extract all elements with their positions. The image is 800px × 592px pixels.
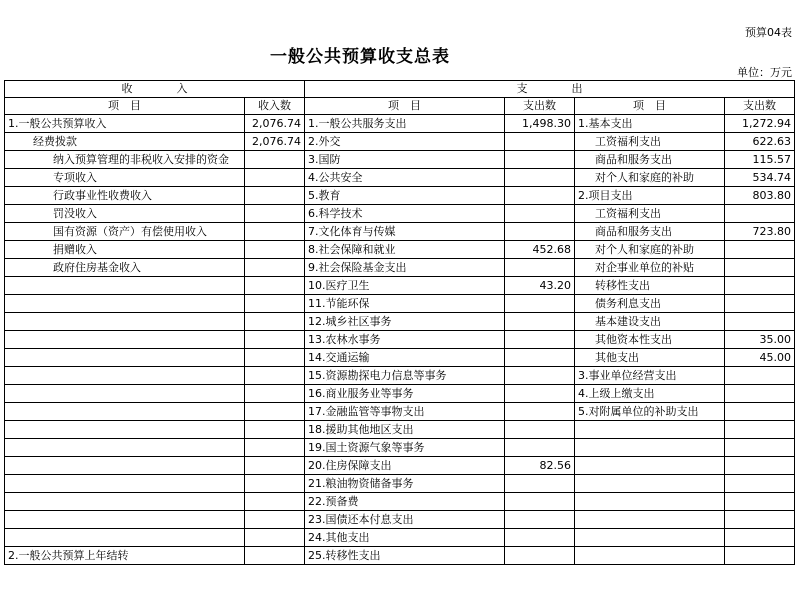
expense-item-cell: 11.节能环保 — [305, 295, 505, 313]
income-amount-cell — [245, 241, 305, 259]
income-amount-cell — [245, 331, 305, 349]
table-row — [5, 529, 795, 547]
econ-item-cell — [575, 475, 725, 493]
econ-amount-cell: 723.80 — [725, 223, 795, 241]
expense-amount-cell: 1,498.30 — [505, 115, 575, 133]
table-row — [5, 241, 795, 259]
income-item-cell: 1.一般公共预算收入 — [5, 115, 245, 133]
expense-amount-cell — [505, 349, 575, 367]
income-amount-cell — [245, 385, 305, 403]
econ-item-cell: 工资福利支出 — [575, 205, 725, 223]
income-item-cell — [5, 493, 245, 511]
expense-amount-cell — [505, 529, 575, 547]
econ-amount-cell — [725, 313, 795, 331]
income-amount-cell — [245, 367, 305, 385]
income-amount-cell — [245, 277, 305, 295]
expense-item-cell: 4.公共安全 — [305, 169, 505, 187]
expense-amount-cell — [505, 385, 575, 403]
income-amount-cell: 2,076.74 — [245, 133, 305, 151]
econ-amount-cell: 45.00 — [725, 349, 795, 367]
econ-amount-cell — [725, 367, 795, 385]
income-amount-cell — [245, 259, 305, 277]
expense-amount-cell — [505, 421, 575, 439]
expense-item-cell: 7.文化体育与传媒 — [305, 223, 505, 241]
econ-item-cell: 对个人和家庭的补助 — [575, 241, 725, 259]
econ-amount-cell — [725, 241, 795, 259]
expense-item-cell: 21.粮油物资储备事务 — [305, 475, 505, 493]
econ-item-cell — [575, 529, 725, 547]
table-row — [5, 205, 795, 223]
econ-amount-cell — [725, 421, 795, 439]
econ-item-cell: 商品和服务支出 — [575, 151, 725, 169]
expense-item-cell: 2.外交 — [305, 133, 505, 151]
income-item-cell — [5, 277, 245, 295]
econ-amount-header: 支出数 — [725, 98, 795, 115]
income-amount-cell — [245, 169, 305, 187]
expense-amount-cell: 82.56 — [505, 457, 575, 475]
econ-item-cell: 5.对附属单位的补助支出 — [575, 403, 725, 421]
income-item-cell — [5, 403, 245, 421]
econ-item-cell: 债务利息支出 — [575, 295, 725, 313]
expense-item-cell: 19.国土资源气象等事务 — [305, 439, 505, 457]
econ-item-cell: 工资福利支出 — [575, 133, 725, 151]
expense-group-header: 支 出 — [305, 81, 795, 98]
econ-amount-cell: 534.74 — [725, 169, 795, 187]
table-row — [5, 475, 795, 493]
expense-amount-cell — [505, 439, 575, 457]
income-amount-cell — [245, 295, 305, 313]
expense-item-cell: 22.预备费 — [305, 493, 505, 511]
income-item-cell — [5, 367, 245, 385]
expense-amount-cell: 43.20 — [505, 277, 575, 295]
econ-item-cell: 对企事业单位的补贴 — [575, 259, 725, 277]
econ-item-cell: 其他支出 — [575, 349, 725, 367]
table-row — [5, 295, 795, 313]
income-item-cell — [5, 511, 245, 529]
table-row — [5, 493, 795, 511]
expense-item-cell: 18.援助其他地区支出 — [305, 421, 505, 439]
table-row — [5, 385, 795, 403]
table-row — [5, 403, 795, 421]
econ-item-cell: 4.上级上缴支出 — [575, 385, 725, 403]
expense-amount-cell — [505, 169, 575, 187]
table-row — [5, 367, 795, 385]
expense-amount-cell — [505, 331, 575, 349]
income-amount-cell — [245, 529, 305, 547]
expense-amount-cell — [505, 151, 575, 169]
income-item-cell: 2.一般公共预算上年结转 — [5, 547, 245, 565]
income-item-cell: 捐赠收入 — [5, 241, 245, 259]
income-amount-cell — [245, 349, 305, 367]
income-amount-cell — [245, 205, 305, 223]
expense-amount-cell — [505, 367, 575, 385]
income-item-cell — [5, 421, 245, 439]
expense-item-cell: 15.资源勘探电力信息等事务 — [305, 367, 505, 385]
table-row — [5, 151, 795, 169]
income-item-cell: 罚没收入 — [5, 205, 245, 223]
income-item-cell: 纳入预算管理的非税收入安排的资金 — [5, 151, 245, 169]
income-amount-cell — [245, 421, 305, 439]
expense-item-cell: 14.交通运输 — [305, 349, 505, 367]
form-code: 预算04表 — [745, 26, 792, 39]
econ-item-cell — [575, 547, 725, 565]
econ-item-cell — [575, 457, 725, 475]
expense-amount-cell — [505, 403, 575, 421]
income-item-cell — [5, 475, 245, 493]
income-item-cell — [5, 529, 245, 547]
income-item-cell: 国有资源（资产）有偿使用收入 — [5, 223, 245, 241]
econ-item-cell: 对个人和家庭的补助 — [575, 169, 725, 187]
income-amount-cell — [245, 511, 305, 529]
table-row — [5, 439, 795, 457]
table-row — [5, 277, 795, 295]
expense-amount-cell — [505, 259, 575, 277]
expense-item-cell: 16.商业服务业等事务 — [305, 385, 505, 403]
income-item-cell — [5, 457, 245, 475]
econ-item-cell — [575, 439, 725, 457]
table-row — [5, 115, 795, 133]
income-amount-header: 收入数 — [245, 98, 305, 115]
econ-amount-cell: 35.00 — [725, 331, 795, 349]
expense-amount-cell — [505, 187, 575, 205]
table-row — [5, 169, 795, 187]
table-row — [5, 547, 795, 565]
table-row — [5, 133, 795, 151]
table-row — [5, 457, 795, 475]
income-amount-cell — [245, 187, 305, 205]
expense-item-cell: 24.其他支出 — [305, 529, 505, 547]
income-item-cell — [5, 439, 245, 457]
income-amount-cell: 2,076.74 — [245, 115, 305, 133]
income-item-cell — [5, 385, 245, 403]
income-amount-cell — [245, 223, 305, 241]
econ-item-cell: 商品和服务支出 — [575, 223, 725, 241]
income-amount-cell — [245, 403, 305, 421]
unit-label: 单位：万元 — [737, 66, 792, 79]
table-row — [5, 331, 795, 349]
expense-amount-cell — [505, 313, 575, 331]
expense-item-cell: 6.科学技术 — [305, 205, 505, 223]
table-body — [5, 115, 795, 565]
expense-amount-cell — [505, 493, 575, 511]
econ-amount-cell — [725, 403, 795, 421]
expense-item-cell: 25.转移性支出 — [305, 547, 505, 565]
income-group-header: 收 入 — [5, 81, 305, 98]
econ-amount-cell — [725, 295, 795, 313]
econ-amount-cell — [725, 475, 795, 493]
income-item-header: 项 目 — [5, 98, 245, 115]
expense-amount-header: 支出数 — [505, 98, 575, 115]
econ-amount-cell — [725, 493, 795, 511]
table-row — [5, 511, 795, 529]
income-item-cell: 经费拨款 — [5, 133, 245, 151]
expense-amount-cell — [505, 133, 575, 151]
econ-item-cell: 1.基本支出 — [575, 115, 725, 133]
table-row — [5, 421, 795, 439]
table-row — [5, 349, 795, 367]
income-item-cell: 专项收入 — [5, 169, 245, 187]
econ-amount-cell — [725, 205, 795, 223]
expense-item-cell: 20.住房保障支出 — [305, 457, 505, 475]
expense-item-cell: 12.城乡社区事务 — [305, 313, 505, 331]
income-item-cell — [5, 349, 245, 367]
econ-item-cell: 转移性支出 — [575, 277, 725, 295]
econ-amount-cell — [725, 439, 795, 457]
econ-item-cell: 2.项目支出 — [575, 187, 725, 205]
income-amount-cell — [245, 493, 305, 511]
econ-item-cell — [575, 421, 725, 439]
econ-amount-cell — [725, 457, 795, 475]
econ-amount-cell — [725, 277, 795, 295]
econ-amount-cell: 622.63 — [725, 133, 795, 151]
econ-item-cell: 基本建设支出 — [575, 313, 725, 331]
econ-item-cell: 其他资本性支出 — [575, 331, 725, 349]
expense-amount-cell — [505, 511, 575, 529]
econ-amount-cell — [725, 511, 795, 529]
table-row — [5, 259, 795, 277]
expense-item-cell: 23.国债还本付息支出 — [305, 511, 505, 529]
expense-item-cell: 5.教育 — [305, 187, 505, 205]
page-title: 一般公共预算收支总表 — [270, 47, 450, 67]
income-amount-cell — [245, 151, 305, 169]
income-amount-cell — [245, 313, 305, 331]
expense-item-cell: 3.国防 — [305, 151, 505, 169]
income-item-cell — [5, 331, 245, 349]
income-amount-cell — [245, 475, 305, 493]
expense-amount-cell: 452.68 — [505, 241, 575, 259]
expense-amount-cell — [505, 295, 575, 313]
econ-amount-cell: 115.57 — [725, 151, 795, 169]
expense-item-cell: 9.社会保险基金支出 — [305, 259, 505, 277]
econ-item-cell — [575, 511, 725, 529]
table-row — [5, 187, 795, 205]
table-row — [5, 313, 795, 331]
income-item-cell: 行政事业性收费收入 — [5, 187, 245, 205]
econ-item-cell — [575, 493, 725, 511]
expense-amount-cell — [505, 475, 575, 493]
income-amount-cell — [245, 547, 305, 565]
income-amount-cell — [245, 439, 305, 457]
econ-amount-cell — [725, 547, 795, 565]
econ-amount-cell — [725, 259, 795, 277]
expense-amount-cell — [505, 223, 575, 241]
expense-item-cell: 17.金融监管等事物支出 — [305, 403, 505, 421]
income-item-cell: 政府住房基金收入 — [5, 259, 245, 277]
econ-item-cell: 3.事业单位经营支出 — [575, 367, 725, 385]
income-item-cell — [5, 295, 245, 313]
expense-item-cell: 1.一般公共服务支出 — [305, 115, 505, 133]
econ-amount-cell: 1,272.94 — [725, 115, 795, 133]
econ-amount-cell — [725, 529, 795, 547]
expense-amount-cell — [505, 547, 575, 565]
econ-amount-cell — [725, 385, 795, 403]
econ-item-header: 项 目 — [575, 98, 725, 115]
budget-table — [4, 80, 795, 565]
expense-item-cell: 10.医疗卫生 — [305, 277, 505, 295]
income-item-cell — [5, 313, 245, 331]
expense-item-cell: 8.社会保障和就业 — [305, 241, 505, 259]
expense-amount-cell — [505, 205, 575, 223]
income-amount-cell — [245, 457, 305, 475]
econ-amount-cell: 803.80 — [725, 187, 795, 205]
expense-item-header: 项 目 — [305, 98, 505, 115]
table-row — [5, 223, 795, 241]
expense-item-cell: 13.农林水事务 — [305, 331, 505, 349]
